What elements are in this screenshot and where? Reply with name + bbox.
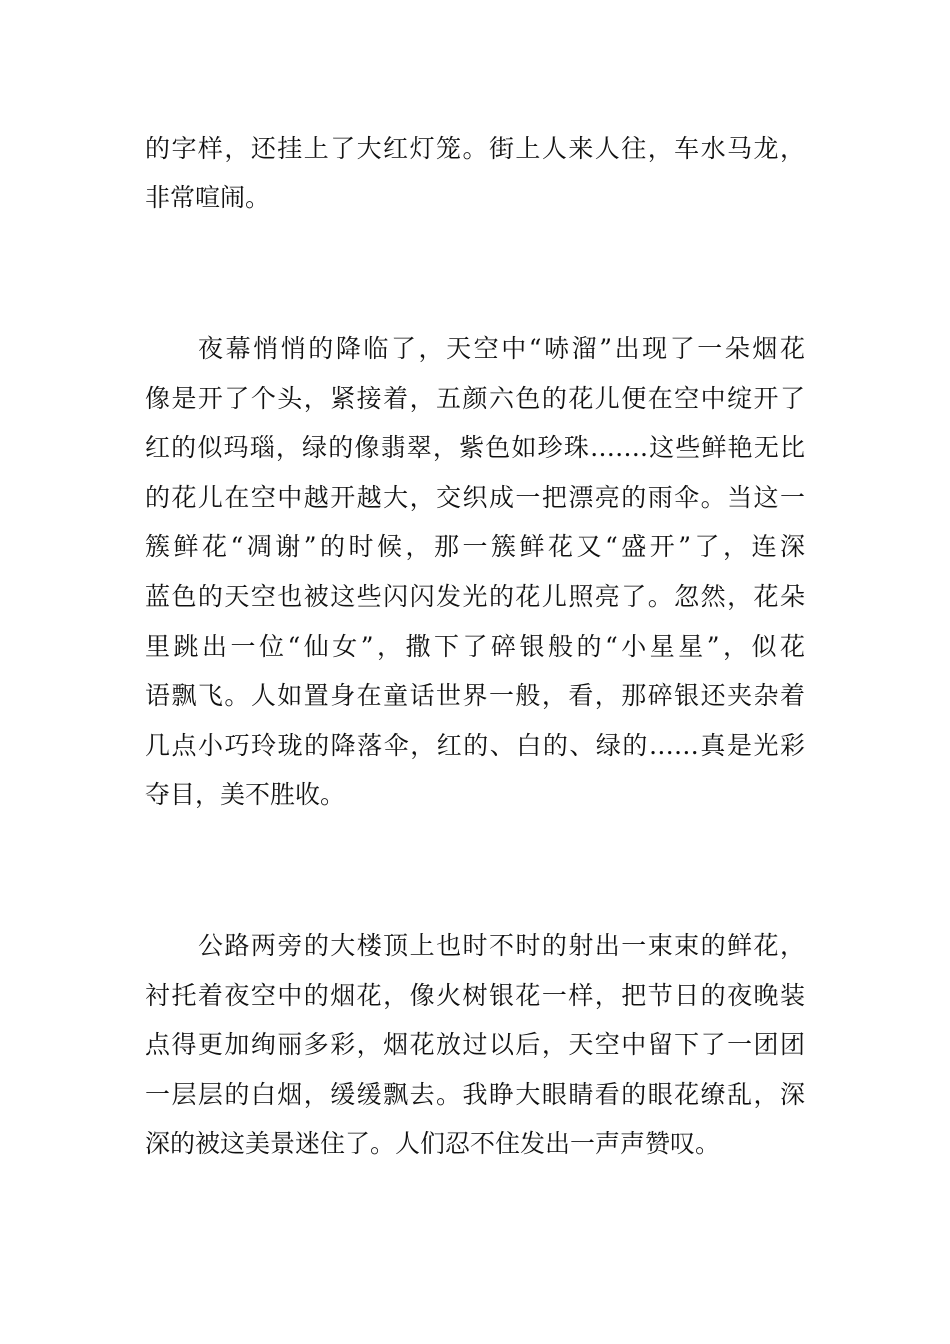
p2-line-5: 簇鲜花“凋谢”的时候，那一簇鲜花又“盛开”了，连深 [145, 532, 805, 561]
p2-line-3: 红的似玛瑙，绿的像翡翠，紫色如珍珠…….这些鲜艳无比 [145, 433, 805, 462]
p2-line-10: 夺目，美不胜收。 [145, 780, 346, 809]
p2-line-1: 夜幕悄悄的降临了，天空中“哧溜”出现了一朵烟花 [198, 334, 805, 363]
p2-line-6: 蓝色的天空也被这些闪闪发光的花儿照亮了。忽然，花朵 [145, 582, 805, 611]
p1-line-2: 非常喧闹。 [145, 183, 271, 212]
p2-line-8: 语飘飞。人如置身在童话世界一般，看，那碎银还夹杂着 [145, 681, 805, 710]
p2-line-9: 几点小巧玲珑的降落伞，红的、白的、绿的……真是光彩 [145, 731, 805, 760]
p3-line-1: 公路两旁的大楼顶上也时不时的射出一束束的鲜花， [198, 931, 805, 960]
p1-line-1: 的字样，还挂上了大红灯笼。街上人来人往，车水马龙， [145, 134, 805, 163]
p3-line-2: 衬托着夜空中的烟花，像火树银花一样，把节日的夜晚装 [145, 981, 805, 1010]
p2-line-4: 的花儿在空中越开越大，交织成一把漂亮的雨伞。当这一 [145, 483, 805, 512]
p3-line-3: 点得更加绚丽多彩，烟花放过以后，天空中留下了一团团 [145, 1030, 805, 1059]
p3-line-4: 一层层的白烟，缓缓飘去。我睁大眼睛看的眼花缭乱，深 [145, 1080, 805, 1109]
p2-line-2: 像是开了个头，紧接着，五颜六色的花儿便在空中绽开了 [145, 384, 805, 413]
p2-line-7: 里跳出一位“仙女”，撒下了碎银般的“小星星”，似花 [145, 632, 805, 661]
p3-line-5: 深的被这美景迷住了。人们忍不住发出一声声赞叹。 [145, 1129, 721, 1158]
